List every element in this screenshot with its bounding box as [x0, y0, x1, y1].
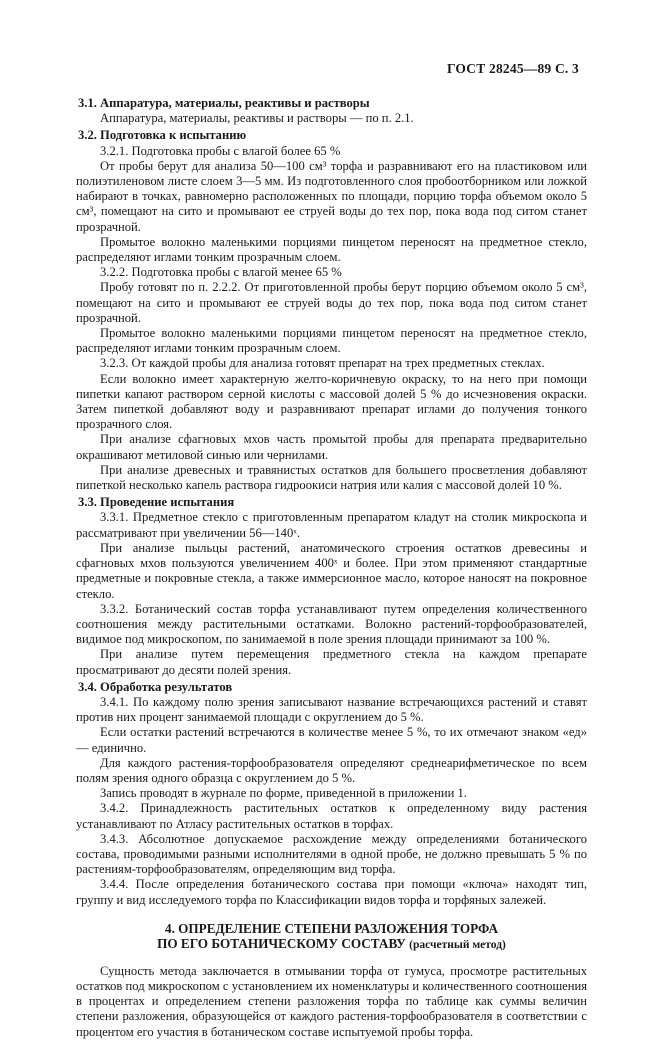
- paragraph: При анализе путем перемещения предметного стекла на каждом препарате просматривают до десяти полей зрения.: [76, 647, 587, 677]
- page-header: ГОСТ 28245—89 С. 3: [446, 61, 579, 76]
- section-4-paragraph: Сущность метода заключается в отмывании торфа от гумуса, просмотре растительных остатков под микроскопом с установлением их номенклатуры и количественного соотношения в процентах и определением степени разложения торфа по таблице как суммы величин степени разложения, образующейся от каждого растения-торфообразователя в соответствии с процентом его участия в ботаническом составе испытуемой пробы торфа.: [76, 963, 587, 1039]
- paragraph: Для каждого растения-торфообразователя определяют среднеарифметическое по всем полям зрения одного образца с округлением до 5 %.: [76, 755, 587, 785]
- paragraph: При анализе древесных и травянистых остатков для большего просветления добавляют пипеткой несколько капель раствора гидроокиси натрия или калия с массовой долей 10 %.: [76, 462, 587, 493]
- paragraph: Если волокно имеет характерную желто-коричневую окраску, то на него при помощи пипетки капают раствором серной кислоты с массовой долей 5 % до исчезновения окраски. Затем пипеткой добавляют воду и разравнивают препарат иглами до получения тонкого прозрачного слоя.: [76, 371, 587, 432]
- paragraph: Промытое волокно маленькими порциями пинцетом переносят на предметное стекло, распределяют иглами тонким прозрачным слоем.: [76, 326, 587, 356]
- section-3: [76, 96, 587, 908]
- document-body: [76, 94, 587, 1040]
- paragraph: 3.3.2. Ботанический состав торфа устанавливают путем определения количественного соотношения между растительными остатками. Волокно растений-торфообразователей, видимое под микроскопом, по занимаемой в поле зрения площади принимают за 100 %.: [76, 601, 587, 647]
- paragraph: Запись проводят в журнале по форме, приведенной в приложении 1.: [100, 786, 467, 801]
- paragraph: 3.2.2. Подготовка пробы с влагой менее 65 %: [100, 265, 342, 280]
- subsection-heading: 3.2. Подготовка к испытанию: [78, 128, 247, 143]
- paragraph: 3.2.3. От каждой пробы для анализа готовят препарат на трех предметных стеклах.: [100, 356, 545, 371]
- paragraph: 3.4.3. Абсолютное допускаемое расхождение между определениями ботанического состава, проводимыми разными исполнителями в одной пробе, не должно превышать 5 % по растениям-торфообразователям, определяющим вид торфа.: [76, 831, 587, 877]
- paragraph: 3.2.1. Подготовка пробы с влагой более 65 %: [100, 143, 341, 158]
- paragraph: 3.4.1. По каждому полю зрения записывают название встречающихся растений и ставят против них процент занимаемой площади с округлением до 5 %.: [76, 694, 587, 725]
- subsection-heading: 3.1. Аппаратура, материалы, реактивы и растворы: [78, 96, 370, 110]
- section-4-title: [76, 921, 587, 953]
- paragraph: 3.4.2. Принадлежность растительных остатков к определенному виду растения устанавливают по Атласу растительных остатков в торфах.: [76, 801, 587, 831]
- paragraph: При анализе пыльцы растений, анатомического строения остатков древесины и сфагновых мхов пользуются увеличением 400ˣ и более. При этом применяют стандартные предметные и покровные стекла, а также иммерсионное масло, которое наносят на покровное стекло.: [76, 540, 587, 601]
- paragraph: Промытое волокно маленькими порциями пинцетом переносят на предметное стекло, распределяют иглами тонким прозрачным слоем.: [76, 234, 587, 265]
- section-4-title-line2: ПО ЕГО БОТАНИЧЕСКОМУ СОСТАВУ: [157, 935, 406, 951]
- paragraph: Если остатки растений встречаются в количестве менее 5 %, то их отмечают знаком «ед» — единично.: [76, 725, 587, 755]
- paragraph: 3.4.4. После определения ботанического состава при помощи «ключа» находят тип, группу и вид исследуемого торфа по Классификации видов торфа и торфяных залежей.: [76, 877, 587, 907]
- paragraph: Аппаратура, материалы, реактивы и растворы — по п. 2.1.: [100, 111, 414, 126]
- section-4-title-note: (расчетный метод): [409, 938, 506, 951]
- paragraph: Пробу готовят по п. 2.2.2. От приготовленной пробы берут порцию объемом около 5 см³, помещают на сито и промывают ее струей воды до тех пор, пока вода под ситом станет прозрачной.: [76, 280, 587, 325]
- paragraph: 3.3.1. Предметное стекло с приготовленным препаратом кладут на столик микроскопа и рассматривают при увеличении 56—140ˣ.: [76, 510, 587, 540]
- paragraph: От пробы берут для анализа 50—100 см³ торфа и разравнивают его на пластиковом или полиэтиленовом листе слоем 3—5 мм. Из подготовленного слоя пробоотборником или ложкой набирают в точках, равномерно расположенных по площади, порцию торфа объемом около 5 см³, помещают на сито и промывают ее струей воды до тех пор, пока вода под ситом станет прозрачной.: [76, 158, 587, 234]
- subsection-heading: 3.3. Проведение испытания: [78, 495, 235, 510]
- paragraph: При анализе сфагновых мхов часть промытой пробы для препарата предварительно окрашивают метиловой синью или чернилами.: [76, 432, 587, 462]
- subsection-heading: 3.4. Обработка результатов: [78, 679, 233, 694]
- section-4-title-line1: 4. ОПРЕДЕЛЕНИЕ СТЕПЕНИ РАЗЛОЖЕНИЯ ТОРФА: [164, 920, 499, 936]
